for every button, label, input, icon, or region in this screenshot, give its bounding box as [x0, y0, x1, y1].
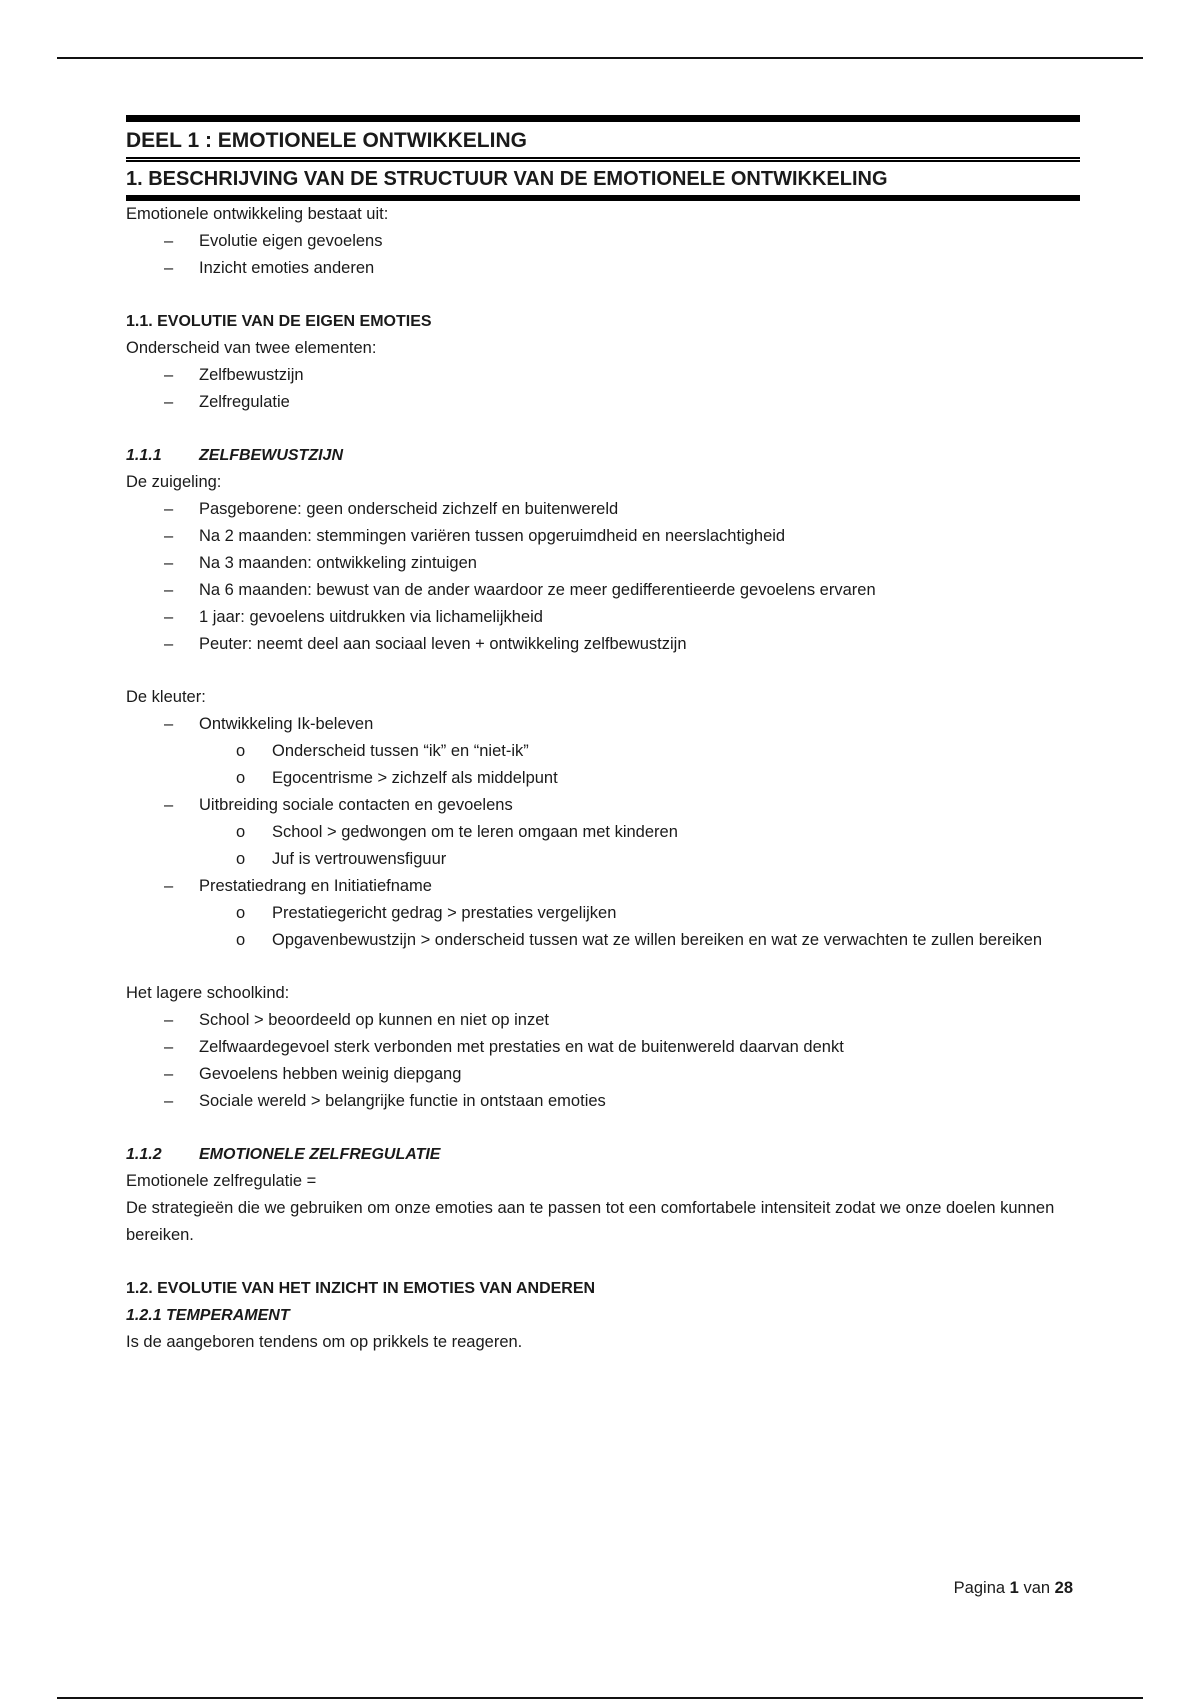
list-item: – 1 jaar: gevoelens uitdrukken via lichamelijkheid	[164, 608, 543, 626]
sub-list-item: o Opgavenbewustzijn > onderscheid tussen wat ze willen bereiken en wat ze verwachten te zullen bereiken	[236, 931, 1042, 949]
definition-label: Emotionele zelfregulatie =	[126, 1172, 317, 1190]
footer-rule	[57, 1697, 1143, 1699]
list-item: – Na 2 maanden: stemmingen variëren tussen opgeruimdheid en neerslachtigheid	[164, 527, 786, 545]
section-heading-1-1-2: 1.1.2 EMOTIONELE ZELFREGULATIE	[126, 1146, 441, 1163]
section-heading-1-1-1: 1.1.1 ZELFBEWUSTZIJN	[126, 447, 343, 464]
page-content	[126, 115, 1080, 1356]
list-item: – Peuter: neemt deel aan sociaal leven + ontwikkeling zelfbewustzijn	[164, 635, 687, 653]
sub-list-item: o Prestatiegericht gedrag > prestaties vergelijken	[236, 904, 617, 922]
sub-list-item: o School > gedwongen om te leren omgaan met kinderen	[236, 823, 678, 841]
section-heading-1-1: 1.1. EVOLUTIE VAN DE EIGEN EMOTIES	[126, 313, 432, 330]
list-item: – Pasgeborene: geen onderscheid zichzelf en buitenwereld	[164, 500, 619, 518]
list-item: – Prestatiedrang en Initiatiefname	[164, 877, 432, 895]
list-item: – Inzicht emoties anderen	[164, 259, 375, 277]
definition-text: De strategieën die we gebruiken om onze emoties aan te passen tot een comfortabele intensiteit zodat we onze doelen kunnen bereiken.	[126, 1199, 1055, 1244]
list-item: – School > beoordeeld op kunnen en niet op inzet	[164, 1011, 549, 1029]
schoolkind-label: Het lagere schoolkind:	[126, 984, 290, 1002]
sub-list-item: o Onderscheid tussen “ik” en “niet-ik”	[236, 742, 529, 760]
list-item: – Gevoelens hebben weinig diepgang	[164, 1065, 462, 1083]
sub-list-item: o Juf is vertrouwensfiguur	[236, 850, 447, 868]
section-heading-1-2: 1.2. EVOLUTIE VAN HET INZICHT IN EMOTIES VAN ANDEREN	[126, 1280, 596, 1297]
section-heading-1-2-1: 1.2.1 TEMPERAMENT	[126, 1307, 290, 1324]
intro-text: Emotionele ontwikkeling bestaat uit:	[126, 205, 389, 223]
list-item: – Evolutie eigen gevoelens	[164, 232, 383, 250]
list-item: – Ontwikkeling Ik-beleven	[164, 715, 374, 733]
sub-list-item: o Egocentrisme > zichzelf als middelpunt	[236, 769, 558, 787]
list-item: – Sociale wereld > belangrijke functie in ontstaan emoties	[164, 1092, 606, 1110]
list-item: – Na 3 maanden: ontwikkeling zintuigen	[164, 554, 477, 572]
list-item: – Zelfbewustzijn	[164, 366, 304, 384]
chapter-title: 1. BESCHRIJVING VAN DE STRUCTUUR VAN DE EMOTIONELE ONTWIKKELING	[126, 157, 1080, 201]
page-number: Pagina 1 van 28	[953, 1579, 1073, 1597]
part-title: DEEL 1 : EMOTIONELE ONTWIKKELING	[126, 115, 1080, 157]
temperament-text: Is de aangeboren tendens om op prikkels te reageren.	[126, 1333, 523, 1351]
list-item: – Uitbreiding sociale contacten en gevoelens	[164, 796, 513, 814]
section-text: Onderscheid van twee elementen:	[126, 339, 377, 357]
list-item: – Zelfregulatie	[164, 393, 290, 411]
header-rule	[57, 57, 1143, 59]
list-item: – Zelfwaardegevoel sterk verbonden met prestaties en wat de buitenwereld daarvan denkt	[164, 1038, 844, 1056]
kleuter-label: De kleuter:	[126, 688, 206, 706]
list-item: – Na 6 maanden: bewust van de ander waardoor ze meer gedifferentieerde gevoelens ervaren	[164, 581, 876, 599]
zuigeling-label: De zuigeling:	[126, 473, 222, 491]
